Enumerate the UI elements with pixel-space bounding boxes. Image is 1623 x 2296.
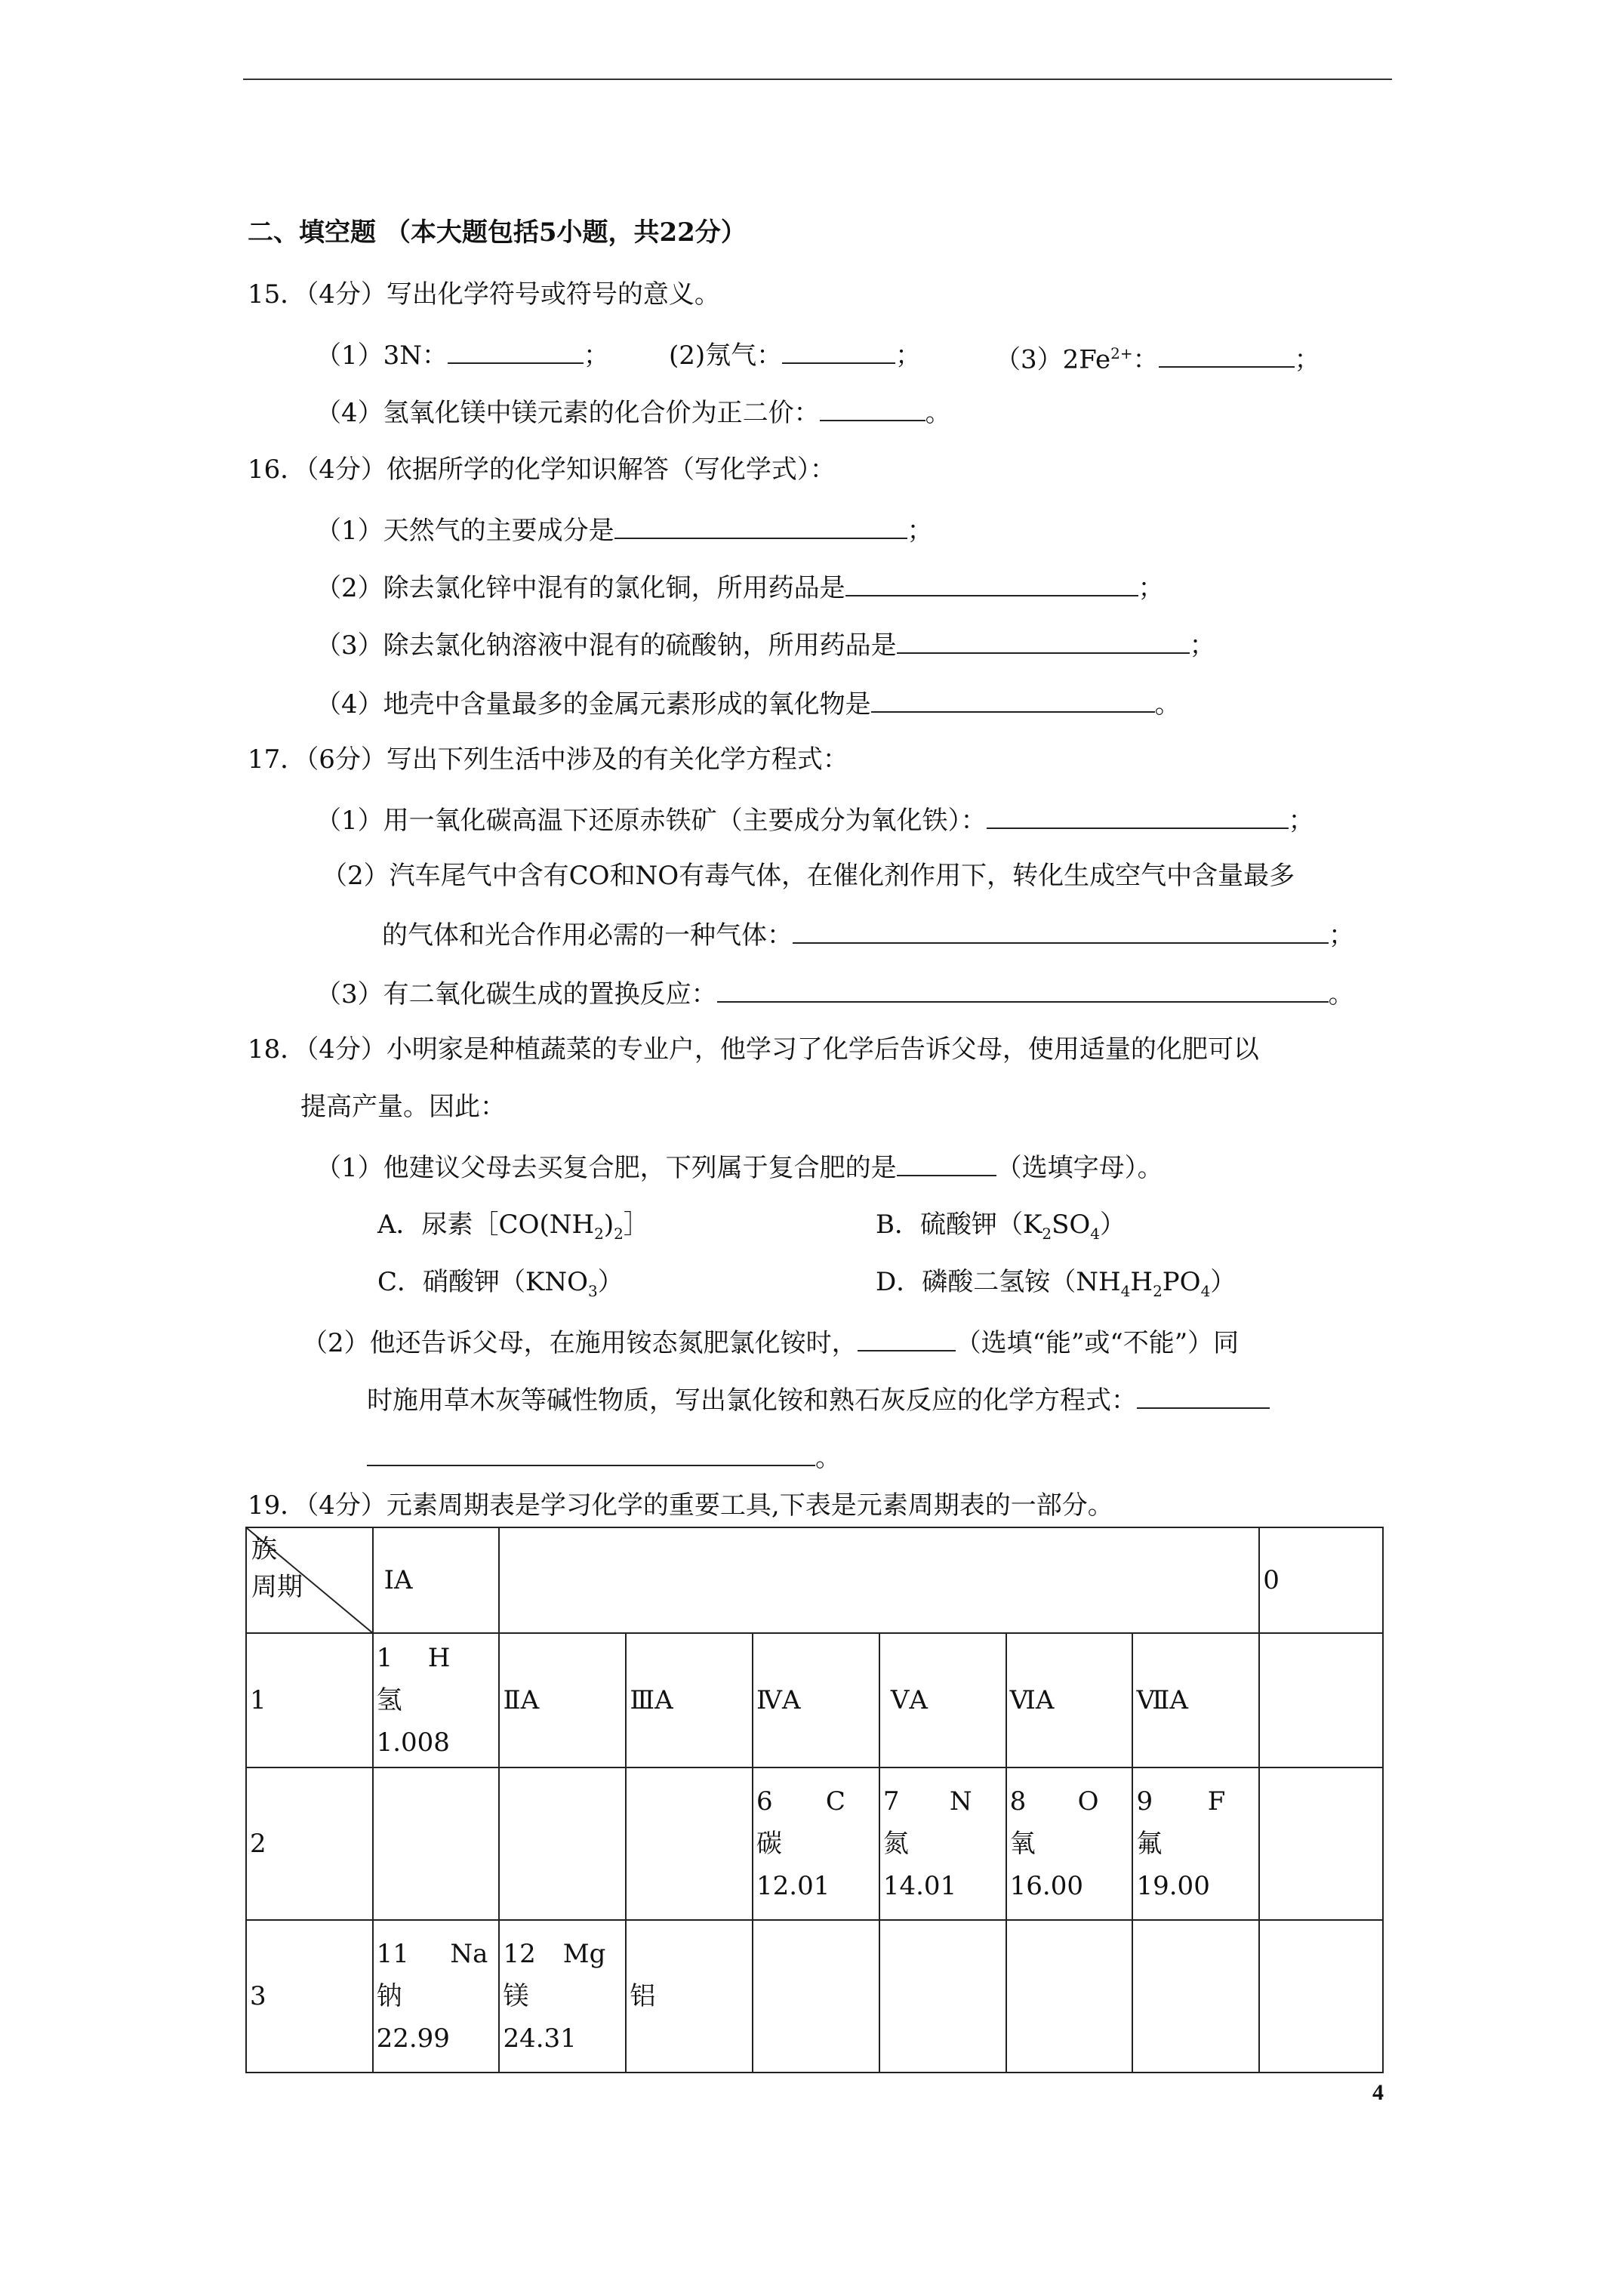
q18-p2-a-end: （选填“能”或“不能”）同	[955, 1328, 1240, 1358]
O-name: 氧	[1009, 1829, 1036, 1859]
N-mass: 14.01	[882, 1871, 957, 1901]
O-symbol: O	[1077, 1786, 1099, 1817]
q16-p1-end: ；	[907, 516, 933, 546]
q18-p1-blank[interactable]	[897, 1149, 996, 1176]
q17-p3-blank[interactable]	[717, 975, 1329, 1003]
q16-p4-blank[interactable]	[871, 686, 1155, 713]
q19-stem: 19．（4分）元素周期表是学习化学的重要工具,下表是元素周期表的一部分。	[248, 1490, 1113, 1521]
q16-part3	[316, 627, 1215, 662]
N-number: 7	[882, 1786, 900, 1817]
optB-mid: SO	[1052, 1210, 1091, 1240]
q15-p3-end: ；	[1294, 344, 1320, 375]
q17-part1	[316, 802, 1314, 837]
q17-p1-blank[interactable]	[987, 802, 1289, 829]
element-O	[1006, 1767, 1133, 1920]
q18-part1	[316, 1149, 1163, 1185]
element-H	[373, 1633, 500, 1767]
Mg-number: 12	[503, 1939, 536, 1969]
O-number: 8	[1009, 1786, 1027, 1817]
q17-p1-end: ；	[1288, 806, 1314, 836]
q18-p2-end: 。	[815, 1443, 841, 1473]
q18-p2-blank3[interactable]	[367, 1439, 815, 1466]
empty-cell	[753, 1920, 879, 2073]
q16-p1-blank[interactable]	[614, 512, 907, 539]
C-number: 6	[756, 1786, 773, 1817]
empty-cell	[1006, 1920, 1133, 2073]
header-rule	[243, 79, 1392, 80]
F-number: 9	[1136, 1786, 1153, 1817]
q18-p1-end: （选填字母）。	[996, 1153, 1163, 1183]
H-symbol: H	[427, 1643, 451, 1673]
q17-part2-line1: （2）汽车尾气中含有CO和NO有毒气体，在催化剂作用下，转化生成空气中含量最多	[322, 861, 1295, 891]
q16-part1	[316, 512, 933, 547]
q17-p3-end: 。	[1328, 979, 1354, 1009]
q16-stem: 16．（4分）依据所学的化学知识解答（写化学式）：	[248, 455, 836, 485]
q17-p2-text: 的气体和光合作用必需的一种气体：	[382, 920, 793, 951]
element-Al: 铝	[626, 1920, 753, 2073]
q18-part2-line2	[367, 1382, 1270, 1417]
q16-p2-end: ；	[1138, 573, 1164, 603]
optD-sub: 4	[1120, 1281, 1131, 1300]
table-header-row	[246, 1527, 1383, 1633]
optB-end: ）	[1100, 1210, 1126, 1240]
Na-number: 11	[376, 1939, 409, 1969]
q16-p3-blank[interactable]	[897, 627, 1190, 654]
q15-part4	[316, 394, 951, 430]
q17-part3	[316, 975, 1354, 1011]
period-1-label: 1	[246, 1633, 373, 1767]
optD-end: ）	[1210, 1267, 1236, 1297]
head-1A: ⅠA	[373, 1527, 500, 1633]
empty-cell	[1259, 1920, 1383, 2073]
head-0: 0	[1259, 1527, 1383, 1633]
element-F	[1132, 1767, 1259, 1920]
H-name: 氢	[376, 1685, 402, 1715]
q18-p2-text: （2）他还告诉父母，在施用铵态氮肥氯化铵时，	[302, 1328, 858, 1358]
O-mass: 16.00	[1009, 1871, 1084, 1901]
optD-mid: H	[1130, 1267, 1153, 1297]
empty-cell	[373, 1767, 500, 1920]
optC-end: ）	[597, 1267, 624, 1297]
H-number: 1	[376, 1643, 393, 1673]
q17-stem: 17．（6分）写出下列生活中涉及的有关化学方程式：	[248, 744, 848, 775]
q15-p3-colon: ：	[1132, 344, 1159, 375]
q15-p4-label: （4）氢氧化镁中镁元素的化合价为正二价：	[316, 398, 820, 428]
q18-p1-text: （1）他建议父母去买复合肥，下列属于复合肥的是	[316, 1153, 897, 1183]
q16-p2-text: （2）除去氯化锌中混有的氯化铜，所用药品是	[316, 573, 845, 603]
q15-part3	[995, 337, 1320, 376]
q18-option-c	[377, 1265, 624, 1308]
q17-p1-text: （1）用一氧化碳高温下还原赤铁矿（主要成分为氧化铁）：	[316, 806, 987, 836]
element-Na	[373, 1920, 500, 2073]
element-Mg	[499, 1920, 626, 2073]
q15-p1-end: ；	[584, 341, 610, 371]
q17-p3-text: （3）有二氧化碳生成的置换反应：	[316, 979, 717, 1009]
optD-pre: D．磷酸二氢铵（NH	[876, 1267, 1121, 1297]
corner-period-label: 周期	[251, 1572, 303, 1602]
q16-part4	[316, 686, 1181, 721]
empty-cell	[626, 1767, 753, 1920]
q16-p4-text: （4）地壳中含量最多的金属元素形成的氧化物是	[316, 689, 871, 720]
group-IIA: ⅡA	[499, 1633, 626, 1767]
optD-mid2: PO	[1162, 1267, 1201, 1297]
q18-p2-b-text: 时施用草木灰等碱性物质，写出氯化铵和熟石灰反应的化学方程式：	[367, 1385, 1137, 1416]
Mg-symbol: Mg	[562, 1939, 606, 1969]
period-2-label: 2	[246, 1767, 373, 1920]
optB-sub: 2	[1042, 1224, 1052, 1243]
q15-p3-label: （3）2Fe	[995, 344, 1111, 375]
q16-p3-text: （3）除去氯化钠溶液中混有的硫酸钠，所用药品是	[316, 630, 897, 661]
q15-stem: 15．（4分）写出化学符号或符号的意义。	[248, 279, 720, 310]
optA-end: ］	[623, 1210, 649, 1240]
group-IIIA: ⅢA	[626, 1633, 753, 1767]
q15-part1	[316, 337, 609, 372]
F-symbol: F	[1207, 1786, 1226, 1817]
Na-name: 钠	[376, 1981, 402, 2011]
optB-pre: B．硫酸钾（K	[876, 1210, 1042, 1240]
C-name: 碳	[756, 1829, 783, 1859]
q16-p3-end: ；	[1189, 630, 1215, 661]
q18-option-b	[876, 1208, 1126, 1250]
empty-cell	[1259, 1767, 1383, 1920]
table-row	[246, 1920, 1383, 2073]
q15-p3-sup: 2+	[1110, 344, 1133, 362]
optA-pre: A．尿素［CO(NH	[377, 1210, 595, 1240]
optD-sub3: 4	[1200, 1281, 1211, 1300]
Mg-mass: 24.31	[503, 2023, 577, 2054]
q16-p4-end: 。	[1154, 689, 1181, 720]
periodic-table	[245, 1527, 1384, 2073]
optC-sub: 3	[588, 1281, 598, 1300]
section-title: 二、填空题 （本大题包括5小题，共22分）	[248, 217, 747, 248]
optC-pre: C．硝酸钾（KNO	[377, 1267, 589, 1297]
corner-cell	[246, 1527, 373, 1633]
H-mass: 1.008	[376, 1727, 450, 1758]
empty-cell	[1132, 1920, 1259, 2073]
q17-p2-end: ；	[1329, 920, 1354, 951]
element-C	[753, 1767, 879, 1920]
N-symbol: N	[949, 1786, 972, 1817]
q17-p2-blank[interactable]	[793, 917, 1329, 944]
period-3-label: 3	[246, 1920, 373, 2073]
q18-p2-blank1[interactable]	[858, 1324, 956, 1351]
Mg-name: 镁	[503, 1981, 529, 2011]
N-name: 氮	[882, 1829, 909, 1859]
q18-part2-line3	[367, 1439, 841, 1475]
q18-option-d	[876, 1265, 1236, 1308]
head-blank	[499, 1527, 1259, 1633]
C-mass: 12.01	[756, 1871, 830, 1901]
empty-cell	[879, 1920, 1006, 2073]
q15-p1-blank[interactable]	[448, 337, 584, 364]
q15-p3-blank[interactable]	[1159, 341, 1295, 368]
F-mass: 19.00	[1136, 1871, 1210, 1901]
empty-cell	[499, 1767, 626, 1920]
empty-cell	[1259, 1633, 1383, 1767]
q17-part2-line2	[382, 917, 1354, 952]
Na-symbol: Na	[450, 1939, 488, 1969]
q18-option-a	[377, 1208, 649, 1250]
q16-part2	[316, 569, 1164, 605]
q16-p1-text: （1）天然气的主要成分是	[316, 516, 614, 546]
q15-p4-blank[interactable]	[820, 394, 925, 421]
q18-part2-line1	[302, 1324, 1239, 1360]
corner-group-label: 族	[251, 1534, 277, 1564]
q18-p2-blank2[interactable]	[1137, 1382, 1270, 1409]
group-VIA: ⅥA	[1006, 1633, 1133, 1767]
group-VA: ⅤA	[879, 1633, 1006, 1767]
optA-sub: 2	[594, 1224, 604, 1243]
element-N	[879, 1767, 1006, 1920]
optA-mid: )	[603, 1210, 614, 1240]
q16-p2-blank[interactable]	[845, 569, 1138, 596]
C-symbol: C	[825, 1786, 845, 1817]
q15-part2	[669, 337, 921, 372]
q15-p4-end: 。	[925, 398, 951, 428]
F-name: 氟	[1136, 1829, 1163, 1859]
group-VIIA: ⅦA	[1132, 1633, 1259, 1767]
q15-p2-end: ；	[895, 341, 922, 371]
q18-stem-line1: 18．（4分）小明家是种植蔬菜的专业户，他学习了化学后告诉父母，使用适量的化肥可以	[248, 1034, 1259, 1065]
Na-mass: 22.99	[376, 2023, 450, 2054]
q15-p2-blank[interactable]	[782, 337, 895, 364]
optA-sub2: 2	[614, 1224, 624, 1243]
group-IVA: ⅣA	[753, 1633, 879, 1767]
q15-p2-label: (2)氖气：	[669, 341, 783, 371]
optB-sub2: 4	[1090, 1224, 1101, 1243]
optD-sub2: 2	[1153, 1281, 1163, 1300]
q18-stem-line2: 提高产量。因此：	[300, 1092, 506, 1122]
table-row	[246, 1767, 1383, 1920]
q15-p1-label: （1）3N：	[316, 341, 448, 371]
table-row	[246, 1633, 1383, 1767]
page-number: 4	[1372, 2080, 1384, 2105]
